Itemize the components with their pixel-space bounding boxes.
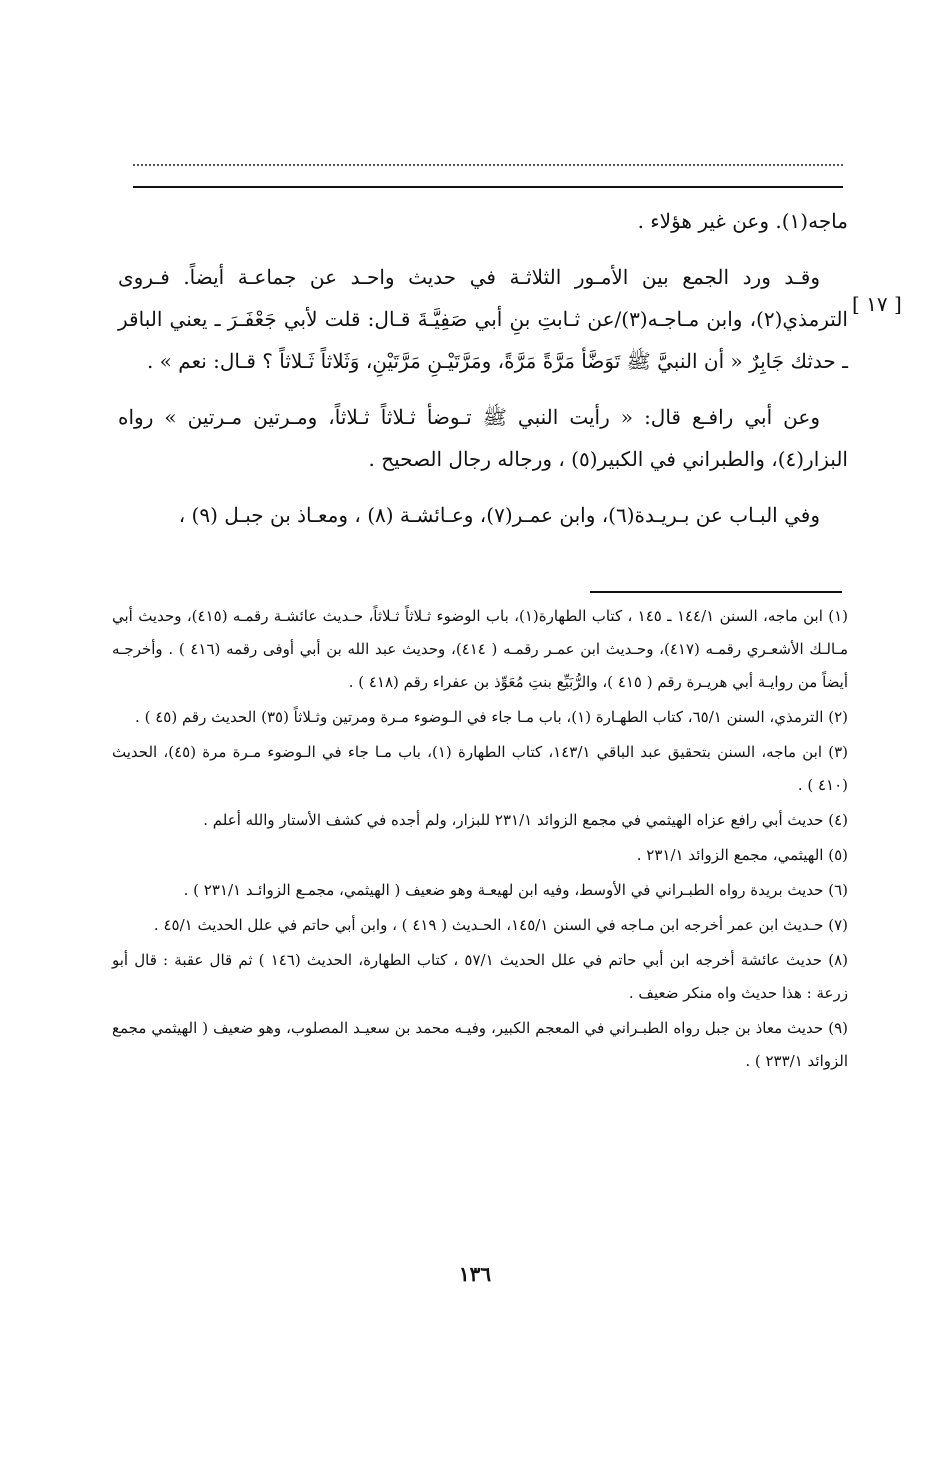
main-paragraph: ماجه(١). وعن غير هؤلاء . (637, 209, 848, 233)
margin-reference: [ ١٧ ] (852, 292, 902, 316)
footnote: (٢) الترمذي، السنن ٦٥/١، كتاب الطهـارة (١)، باب مـا جاء في الـوضوء مـرة ومرتين وثـلاثاً (٣٥) الحديث رقم (٤٥ ) . (135, 708, 848, 726)
page-number: ١٣٦ (458, 1262, 492, 1286)
footnote: (٥) الهيثمي، مجمع الزوائد ٢٣١/١ . (636, 846, 848, 864)
footnote: (١) ابن ماجه، السنن ١٤٤/١ ـ ١٤٥ ، كتاب الطهارة(١)، باب الوضوء ثـلاثاً ثـلاثاً، حـديث عائشـة رقمـه (٤١٥)، وحديث أبي مـالـك الأشعـري رقمـه (٤١٧)، وحـديث ابن عمـر رقمـه ( ٤١٤)، وحديث عبد الله بن أبي أوفى رقمه (٤١٦ ) . وأخرجـه أيضاً من روايـة أبي هريـرة رقم ( ٤١٥ )، والرُّبَيِّع بنتِ مُعَوِّذ بن عفراء رقم (٤١٨ ) . (112, 607, 848, 691)
main-paragraph: وعن أبي رافـع قال: « رأيت النبي ﷺ تـوضأ ثـلاثاً ثـلاثاً، ومـرتين مـرتين » رواه البزار(٤)، والطبراني في الكبير(٥) ، ورجاله رجال الصحيح . (118, 405, 848, 471)
footnotes-list (112, 600, 848, 1080)
main-text (118, 200, 848, 550)
footnote: (٨) حديث عائشة أخرجه ابن أبي حاتم في علل الحديث ٥٧/١ ، كتاب الطهارة، الحديث (١٤٦ ) ثم قال عقبة : قال أبو زرعة : هذا حديث واه منكر ضعيف . (112, 951, 849, 1002)
footnote: (٧) حـديث ابن عمر أخرجه ابن مـاجه في السنن ١٤٥/١، الحـديث ( ٤١٩ ) ، وابن أبي حاتم في علل الحديث ٤٥/١ . (153, 916, 848, 934)
dotted-separator (133, 164, 843, 166)
footnote-separator (590, 591, 842, 593)
footnote: (٣) ابن ماجه، السنن بتحقيق عبد الباقي ١٤٣/١، كتاب الطهارة (١)، باب مـا جاء في الـوضوء مـرة مرة (٤٥)، الحديث (٤١٠ ) . (112, 743, 848, 794)
footnote: (٩) حديث معاذ بن جبل رواه الطبـراني في المعجم الكبير، وفيـه محمد بن سعيـد المصلوب، وهو ضعيف ( الهيثمي مجمع الزوائد ٢٣٣/١ ) . (112, 1019, 848, 1070)
main-paragraph: وقـد ورد الجمع بين الأمـور الثلاثـة في حديث واحـد عن جماعـة أيضاً. فـروى الترمذي(٢)، وابن مـاجـه(٣)/عن ثـابتِ بنِ أبي صَفِيَّـةَ قـال: قلت لأبي جَعْفَـرَ ـ يعني الباقر ـ حدثك جَابِرٌ « أن النبيَّ ﷺ تَوَضَّأ مَرَّةً مَرَّةً، ومَرَّتَيْـنِ مَرَّتَيْنِ، وَثَلاثاً ثَـلاثاً ؟ قـال: نعم » . (118, 265, 848, 373)
footnote: (٤) حديث أبي رافع عزاه الهيثمي في مجمع الزوائد ٢٣١/١ للبزار، ولم أجده في كشف الأستار والله أعلم . (203, 811, 848, 829)
main-paragraph: وفي البـاب عن بـريـدة(٦)، وابن عمـر(٧)، وعـائشـة (٨) ، ومعـاذ بن جبـل (٩) ، (178, 503, 820, 527)
footnote: (٦) حديث بريدة رواه الطبـراني في الأوسط، وفيه ابن لهيعـة وهو ضعيف ( الهيثمي، مجمـع الزوائـد ٢٣١/١ ) . (183, 881, 848, 899)
header-rule (133, 186, 843, 188)
